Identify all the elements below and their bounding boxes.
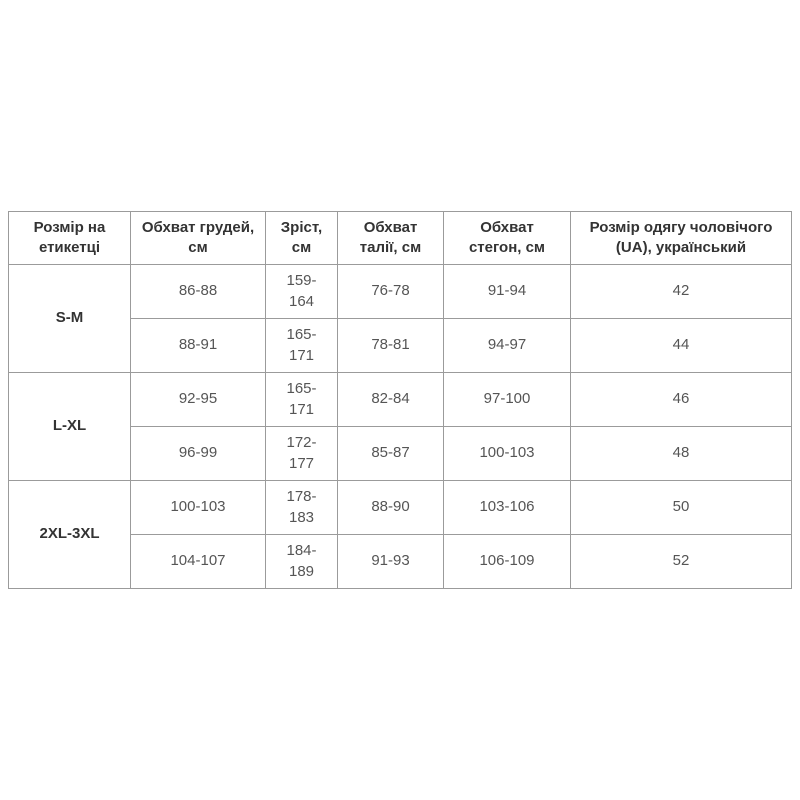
cell-waist: 82-84 — [338, 373, 444, 427]
cell-ua-size: 48 — [571, 427, 792, 481]
col-header-height: Зріст, см — [266, 212, 338, 265]
cell-height: 165-171 — [266, 373, 338, 427]
group-label-2xl-3xl: 2XL-3XL — [9, 481, 131, 589]
cell-chest: 104-107 — [131, 535, 266, 589]
cell-chest: 96-99 — [131, 427, 266, 481]
cell-height: 178-183 — [266, 481, 338, 535]
cell-chest: 86-88 — [131, 265, 266, 319]
table-row — [9, 265, 792, 319]
cell-waist: 78-81 — [338, 319, 444, 373]
col-header-size-label: Розмір на етикетці — [9, 212, 131, 265]
cell-height: 172-177 — [266, 427, 338, 481]
col-header-waist: Обхват талії, см — [338, 212, 444, 265]
cell-hips: 103-106 — [444, 481, 571, 535]
group-label-s-m: S-M — [9, 265, 131, 373]
cell-ua-size: 42 — [571, 265, 792, 319]
cell-chest: 88-91 — [131, 319, 266, 373]
table-row — [9, 373, 792, 427]
col-header-ua-size: Розмір одягу чоловічого (UA), український — [571, 212, 792, 265]
size-table — [8, 211, 792, 589]
cell-waist: 85-87 — [338, 427, 444, 481]
cell-chest: 100-103 — [131, 481, 266, 535]
table-row — [9, 481, 792, 535]
cell-waist: 88-90 — [338, 481, 444, 535]
cell-hips: 97-100 — [444, 373, 571, 427]
cell-waist: 76-78 — [338, 265, 444, 319]
cell-hips: 100-103 — [444, 427, 571, 481]
col-header-hips: Обхват стегон, см — [444, 212, 571, 265]
cell-ua-size: 46 — [571, 373, 792, 427]
cell-height: 159-164 — [266, 265, 338, 319]
cell-waist: 91-93 — [338, 535, 444, 589]
cell-ua-size: 44 — [571, 319, 792, 373]
cell-hips: 94-97 — [444, 319, 571, 373]
cell-chest: 92-95 — [131, 373, 266, 427]
cell-height: 165-171 — [266, 319, 338, 373]
cell-ua-size: 52 — [571, 535, 792, 589]
header-row — [9, 212, 792, 265]
group-label-l-xl: L-XL — [9, 373, 131, 481]
cell-hips: 106-109 — [444, 535, 571, 589]
cell-hips: 91-94 — [444, 265, 571, 319]
cell-ua-size: 50 — [571, 481, 792, 535]
col-header-chest: Обхват грудей, см — [131, 212, 266, 265]
cell-height: 184-189 — [266, 535, 338, 589]
